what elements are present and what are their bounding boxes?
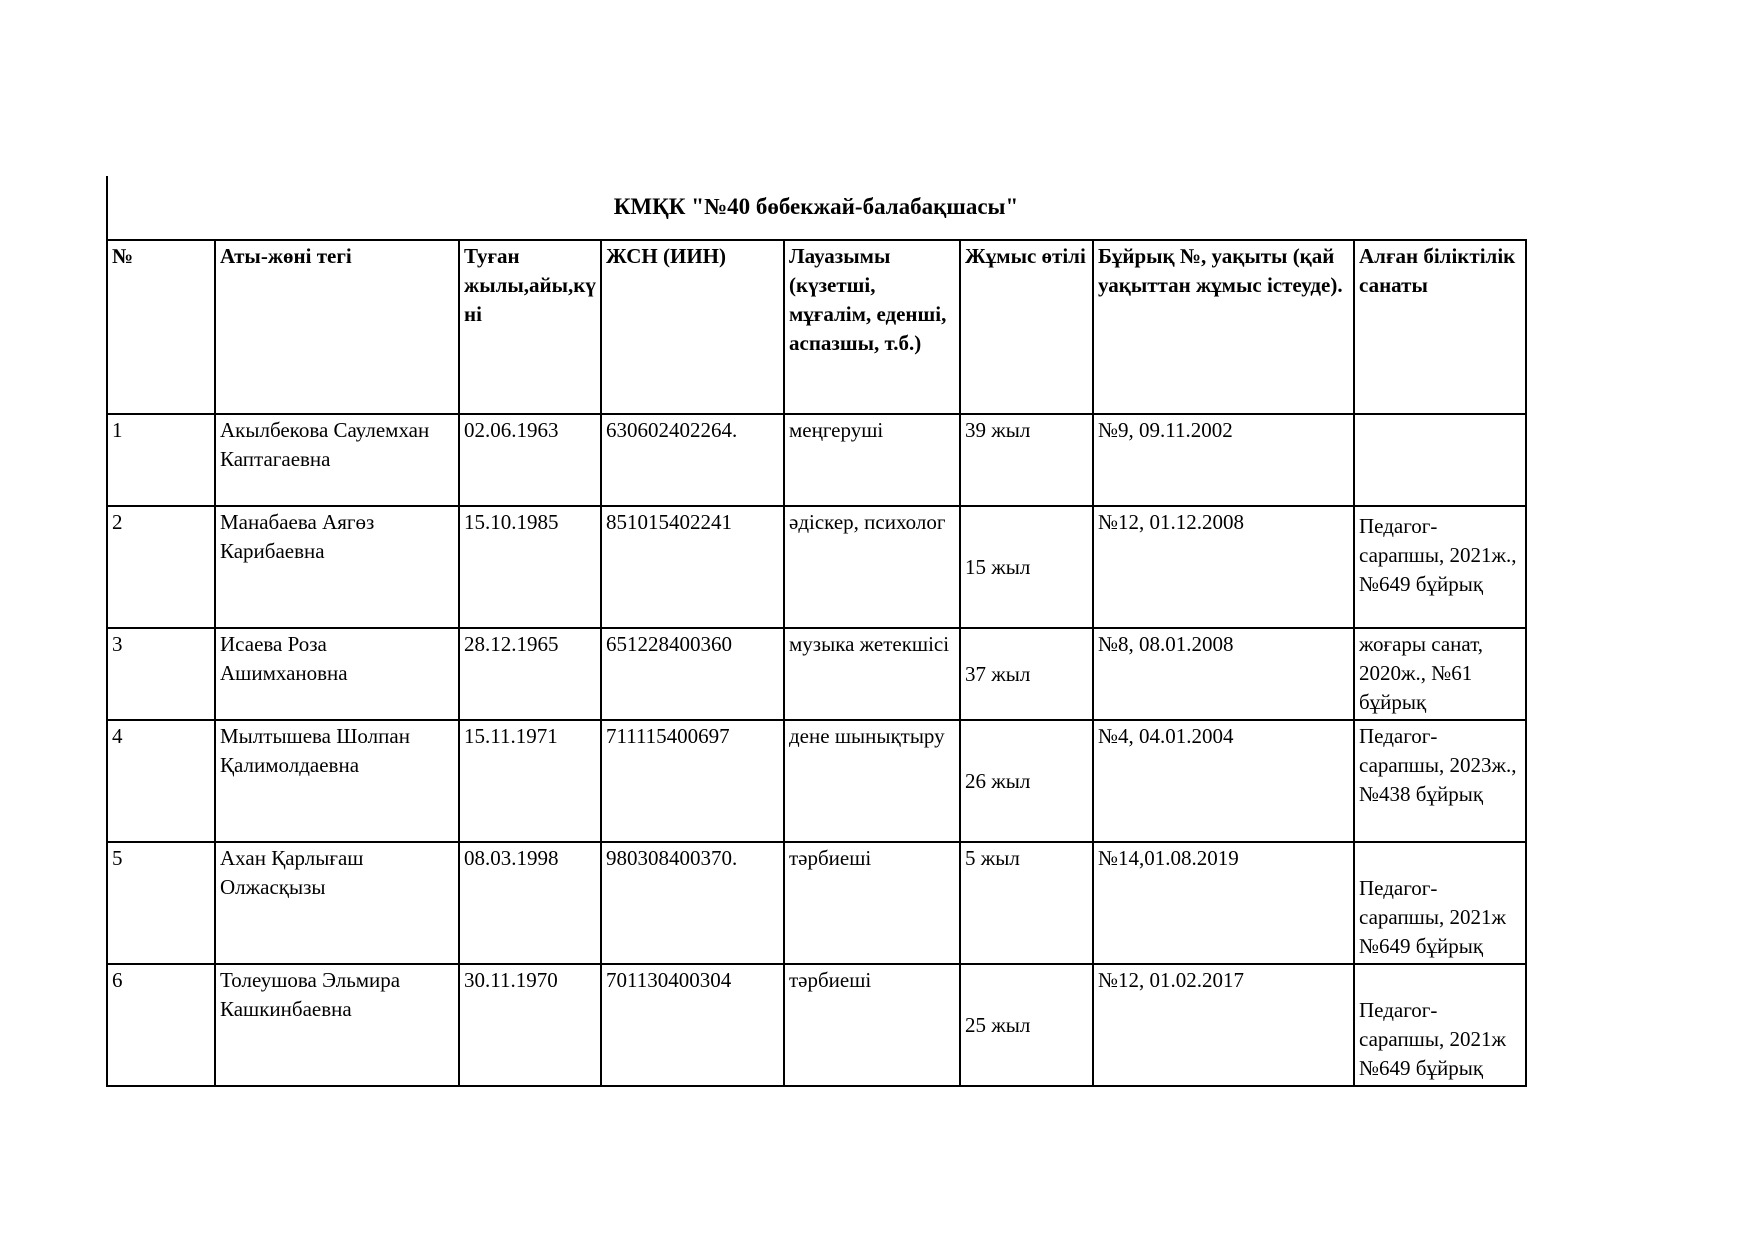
cell-position: тәрбиеші (784, 964, 960, 1086)
cell-birth: 28.12.1965 (459, 628, 601, 720)
cell-position: тәрбиеші (784, 842, 960, 964)
cell-iin: 851015402241 (601, 506, 784, 628)
header-order: Бұйрық №, уақыты (қай уақыттан жұмыс істеуде). (1093, 240, 1354, 414)
cell-name: Толеушова Эльмира Кашкинбаевна (215, 964, 459, 1086)
cell-category: Педагог-сарапшы, 2023ж., №438 бұйрық (1354, 720, 1526, 842)
cell-name: Исаева Роза Ашимхановна (215, 628, 459, 720)
experience-value: 25 жыл (965, 1013, 1031, 1037)
cell-birth: 15.10.1985 (459, 506, 601, 628)
cell-num: 2 (107, 506, 215, 628)
cell-iin: 701130400304 (601, 964, 784, 1086)
document-title: КМҚК "№40 бөбекжай-балабақшасы" (613, 194, 1019, 219)
cell-num: 5 (107, 842, 215, 964)
cell-num: 3 (107, 628, 215, 720)
cell-position: меңгеруші (784, 414, 960, 506)
table-row (107, 720, 1526, 842)
cell-name: Манабаева Аягөз Карибаевна (215, 506, 459, 628)
cell-birth: 08.03.1998 (459, 842, 601, 964)
cell-category (1354, 414, 1526, 506)
cell-order: №12, 01.02.2017 (1093, 964, 1354, 1086)
cell-experience (960, 964, 1093, 1086)
experience-value: 37 жыл (965, 662, 1031, 686)
cell-name: Акылбекова Саулемхан Каптагаевна (215, 414, 459, 506)
cell-birth: 02.06.1963 (459, 414, 601, 506)
cell-category: жоғары санат, 2020ж., №61 бұйрық (1354, 628, 1526, 720)
cell-experience (960, 720, 1093, 842)
cell-position: дене шынықтыру (784, 720, 960, 842)
cell-iin: 980308400370. (601, 842, 784, 964)
cell-num: 4 (107, 720, 215, 842)
header-birth: Туған жылы,айы,күні (459, 240, 601, 414)
cell-order: №14,01.08.2019 (1093, 842, 1354, 964)
cell-order: №12, 01.12.2008 (1093, 506, 1354, 628)
cell-order: №8, 08.01.2008 (1093, 628, 1354, 720)
cell-birth: 30.11.1970 (459, 964, 601, 1086)
cell-position: музыка жетекшісі (784, 628, 960, 720)
cell-iin: 651228400360 (601, 628, 784, 720)
cell-category (1354, 506, 1526, 628)
cell-iin: 711115400697 (601, 720, 784, 842)
header-num: № (107, 240, 215, 414)
cell-iin: 630602402264. (601, 414, 784, 506)
cell-name: Мылтышева Шолпан Қалимолдаевна (215, 720, 459, 842)
header-position: Лауазымы (күзетші, мұғалім, еденші, аспазшы, т.б.) (784, 240, 960, 414)
experience-value: 15 жыл (965, 555, 1031, 579)
cell-experience (960, 506, 1093, 628)
staff-table (106, 239, 1527, 1087)
cell-num: 6 (107, 964, 215, 1086)
cell-position: әдіскер, психолог (784, 506, 960, 628)
table-header-row (107, 240, 1526, 414)
cell-category (1354, 842, 1526, 964)
cell-experience (960, 628, 1093, 720)
header-category: Алған біліктілік санаты (1354, 240, 1526, 414)
table-row (107, 964, 1526, 1086)
table-row (107, 506, 1526, 628)
table-row (107, 414, 1526, 506)
cell-category (1354, 964, 1526, 1086)
experience-value: 26 жыл (965, 769, 1031, 793)
category-value: Педагог-сарапшы, 2021ж №649 бұйрық (1359, 998, 1506, 1080)
cell-order: №4, 04.01.2004 (1093, 720, 1354, 842)
header-iin: ЖСН (ИИН) (601, 240, 784, 414)
table-row (107, 842, 1526, 964)
category-value: Педагог-сарапшы, 2021ж №649 бұйрық (1359, 876, 1506, 958)
table-row (107, 628, 1526, 720)
cell-experience: 5 жыл (960, 842, 1093, 964)
cell-experience: 39 жыл (960, 414, 1093, 506)
header-experience: Жұмыс өтілі (960, 240, 1093, 414)
header-name: Аты-жөні тегі (215, 240, 459, 414)
cell-name: Ахан Қарлығаш Олжасқызы (215, 842, 459, 964)
cell-order: №9, 09.11.2002 (1093, 414, 1354, 506)
category-value: Педагог-сарапшы, 2021ж., №649 бұйрық (1359, 514, 1517, 596)
cell-birth: 15.11.1971 (459, 720, 601, 842)
cell-num: 1 (107, 414, 215, 506)
